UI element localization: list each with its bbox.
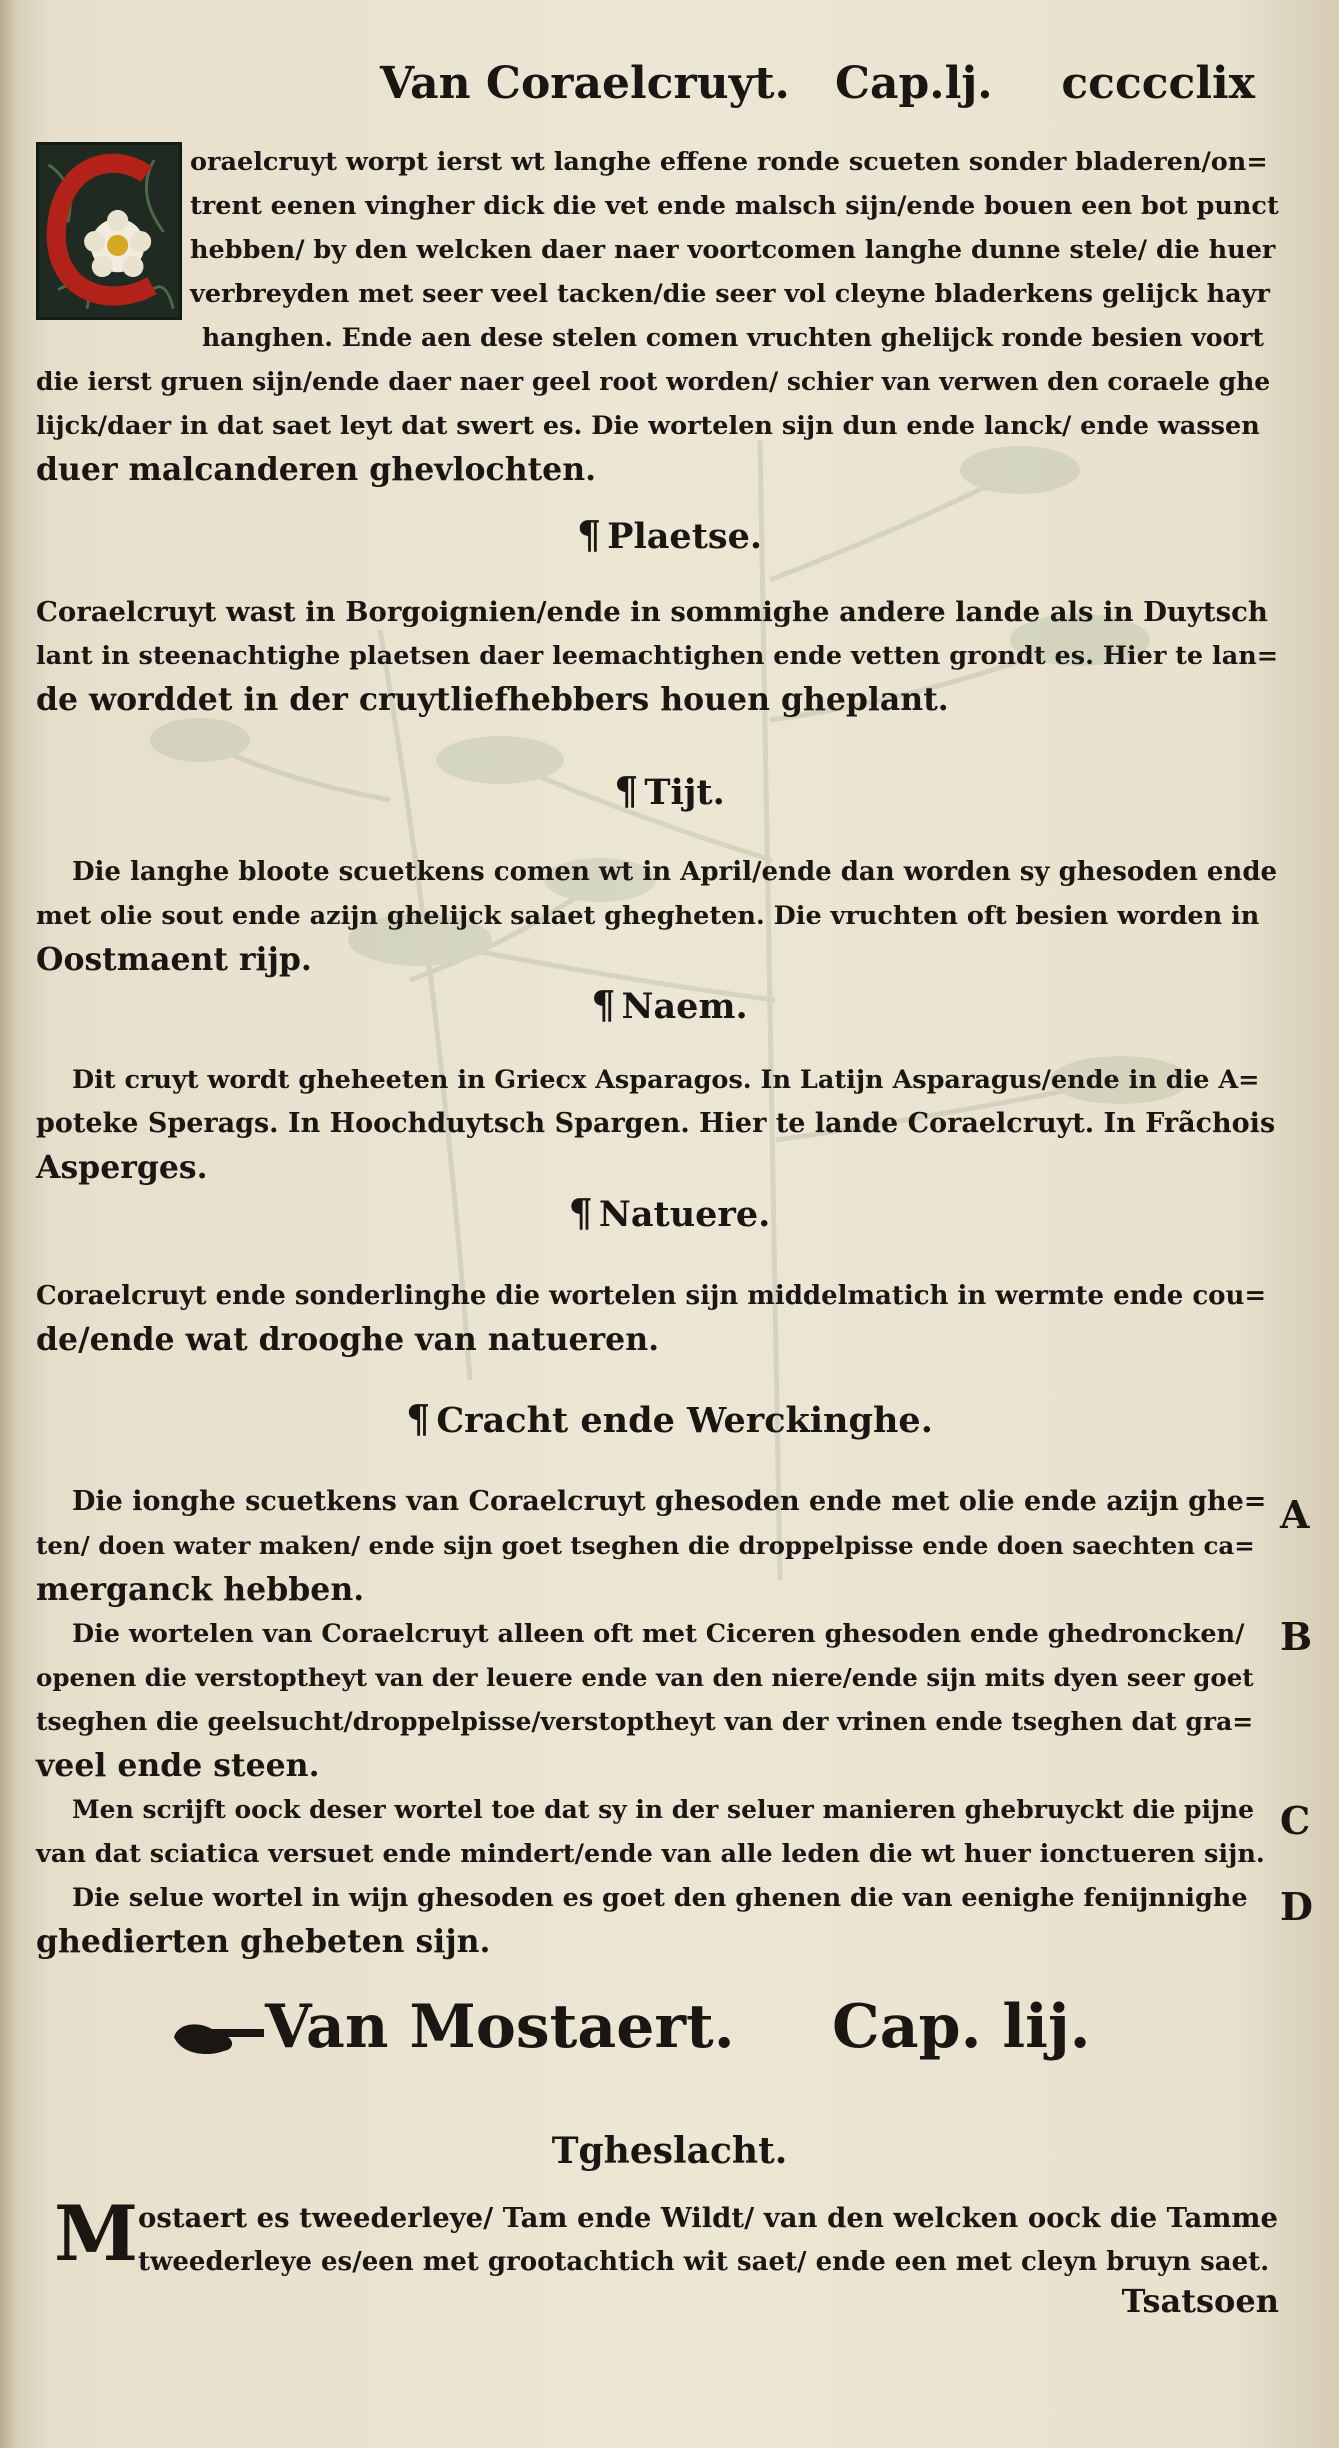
text-line: tweederleye es/een met grootachtich wit saet/ ende een met cleyn bruyn saet. (138, 2247, 1270, 2277)
text-line: Men scrijft oock deser wortel toe dat sy in der seluer manieren ghebruyckt die pijne (72, 1795, 1255, 1824)
text-line: Die langhe bloote scuetkens comen wt in April/ende dan worden sy ghesoden ende (72, 857, 1278, 887)
text-line: lijck/daer in dat saet leyt dat swert es. Die wortelen sijn dun ende lanck/ ende wassen (36, 411, 1260, 441)
text-line: ghedierten ghebeten sijn. (36, 1923, 491, 1960)
section-body-tijt (36, 850, 1281, 982)
pilcrow-icon: ¶ (576, 512, 602, 557)
text-line: met olie sout ende azijn ghelijck salaet ghegheten. Die vruchten oft besien worden in (36, 901, 1260, 931)
chapter-number: Cap. lij. (832, 1992, 1091, 2062)
text-line: duer malcanderen ghevlochten. (36, 451, 597, 488)
running-head-chapter: Cap.lj. (835, 58, 993, 109)
section-body-plaetse (36, 590, 1281, 722)
pilcrow-icon: ¶ (614, 768, 639, 813)
decorated-initial-c (36, 142, 182, 320)
text-line: van dat sciatica versuet ende mindert/ende van alle leden die wt huer ionctueren sijn. (36, 1839, 1265, 1869)
text-line: ten/ doen water maken/ ende sijn goet tseghen die droppelpisse ende doen saechten ca= (36, 1531, 1255, 1560)
text-line: tseghen die geelsucht/droppelpisse/verstoptheyt van der vrinen ende tseghen dat gra= (36, 1707, 1254, 1736)
text-line: Oostmaent rijp. (36, 941, 312, 978)
subheading-tgheslacht: Tgheslacht. (551, 2130, 788, 2172)
pilcrow-icon: ¶ (568, 1190, 593, 1235)
text-line: poteke Sperags. In Hoochduytsch Spargen. Hier te lande Coraelcruyt. In Frãchois (36, 1108, 1276, 1139)
pilcrow-icon: ¶ (591, 982, 616, 1027)
text-line: die ierst gruen sijn/ende daer naer geel root worden/ schier van verwen den coraele ghe (36, 367, 1271, 396)
section-body-cracht (36, 1480, 1266, 1964)
initial-m: M (54, 2189, 139, 2278)
intro-paragraph-top (190, 140, 1280, 360)
text-line: lant in steenachtighe plaetsen daer leemachtighen ende vetten grondt es. Hier te lan= (36, 641, 1279, 671)
margin-letter-d: D (1280, 1884, 1313, 1929)
margin-letter-b: B (1280, 1614, 1313, 1659)
text-line: ostaert es tweederleye/ Tam ende Wildt/ van den welcken oock die Tamme (138, 2202, 1279, 2234)
running-head (380, 58, 1255, 128)
text-line: de worddet in der cruytliefhebbers houen gheplant. (36, 681, 949, 718)
text-line: trent eenen vingher dick die vet ende malsch sijn/ende bouen een bot punct (190, 191, 1279, 221)
catchword: Tsatsoen (1121, 2282, 1279, 2320)
section-heading-cracht: ¶ Cracht ende Werckinghe. (406, 1396, 933, 1441)
chapter-title: Van Mostaert. (265, 1992, 735, 2062)
mostaert-paragraph (138, 2196, 1278, 2284)
text-line: verbreyden met seer veel tacken/die seer vol cleyne bladerkens gelijck hayr (190, 279, 1270, 309)
text-line: veel ende steen. (36, 1747, 320, 1784)
section-heading-natuere: ¶ Natuere. (568, 1190, 771, 1235)
text-line: Asperges. (36, 1149, 208, 1186)
section-heading-naem: ¶ Naem. (591, 982, 748, 1027)
pilcrow-icon: ¶ (406, 1396, 431, 1441)
text-line: oraelcruyt worpt ierst wt langhe effene ronde scueten sonder bladeren/on= (190, 147, 1268, 177)
text-line: de/ende wat drooghe van natueren. (36, 1321, 660, 1358)
chapter-heading-mostaert (0, 1992, 1339, 2072)
section-heading-tijt: ¶ Tijt. (614, 768, 725, 813)
margin-letter-a: A (1280, 1492, 1310, 1537)
text-line: Die wortelen van Coraelcruyt alleen oft met Ciceren ghesoden ende ghedroncken/ (72, 1619, 1245, 1649)
text-line: merganck hebben. (36, 1571, 365, 1608)
section-body-naem (36, 1058, 1281, 1190)
text-line: openen die verstoptheyt van der leuere ende van den niere/ende sijn mits dyen seer goet (36, 1663, 1254, 1692)
section-body-natuere (36, 1274, 1281, 1362)
intro-paragraph-bottom (36, 360, 1281, 492)
text-line: hanghen. Ende aen dese stelen comen vruchten ghelijck ronde besien voort (202, 323, 1264, 352)
running-head-title: Van Coraelcruyt. (380, 58, 790, 109)
section-heading-plaetse: ¶ Plaetse. (576, 512, 763, 557)
folio-number: ccccclix (1061, 58, 1255, 109)
text-line: Die selue wortel in wijn ghesoden es goet den ghenen die van eenighe fenijnnighe (72, 1883, 1248, 1913)
text-line: Die ionghe scuetkens van Coraelcruyt ghesoden ende met olie ende azijn ghe= (72, 1486, 1267, 1517)
text-line: Coraelcruyt wast in Borgoignien/ende in sommighe andere lande als in Duytsch (36, 596, 1268, 628)
margin-letter-c: C (1280, 1798, 1311, 1843)
text-line: hebben/ by den welcken daer naer voortcomen langhe dunne stele/ die huer (190, 235, 1276, 265)
text-line: Dit cruyt wordt gheheeten in Griecx Asparagos. In Latijn Asparagus/ende in die A= (72, 1065, 1260, 1095)
text-line: Coraelcruyt ende sonderlinghe die wortelen sijn middelmatich in wermte ende cou= (36, 1281, 1267, 1311)
